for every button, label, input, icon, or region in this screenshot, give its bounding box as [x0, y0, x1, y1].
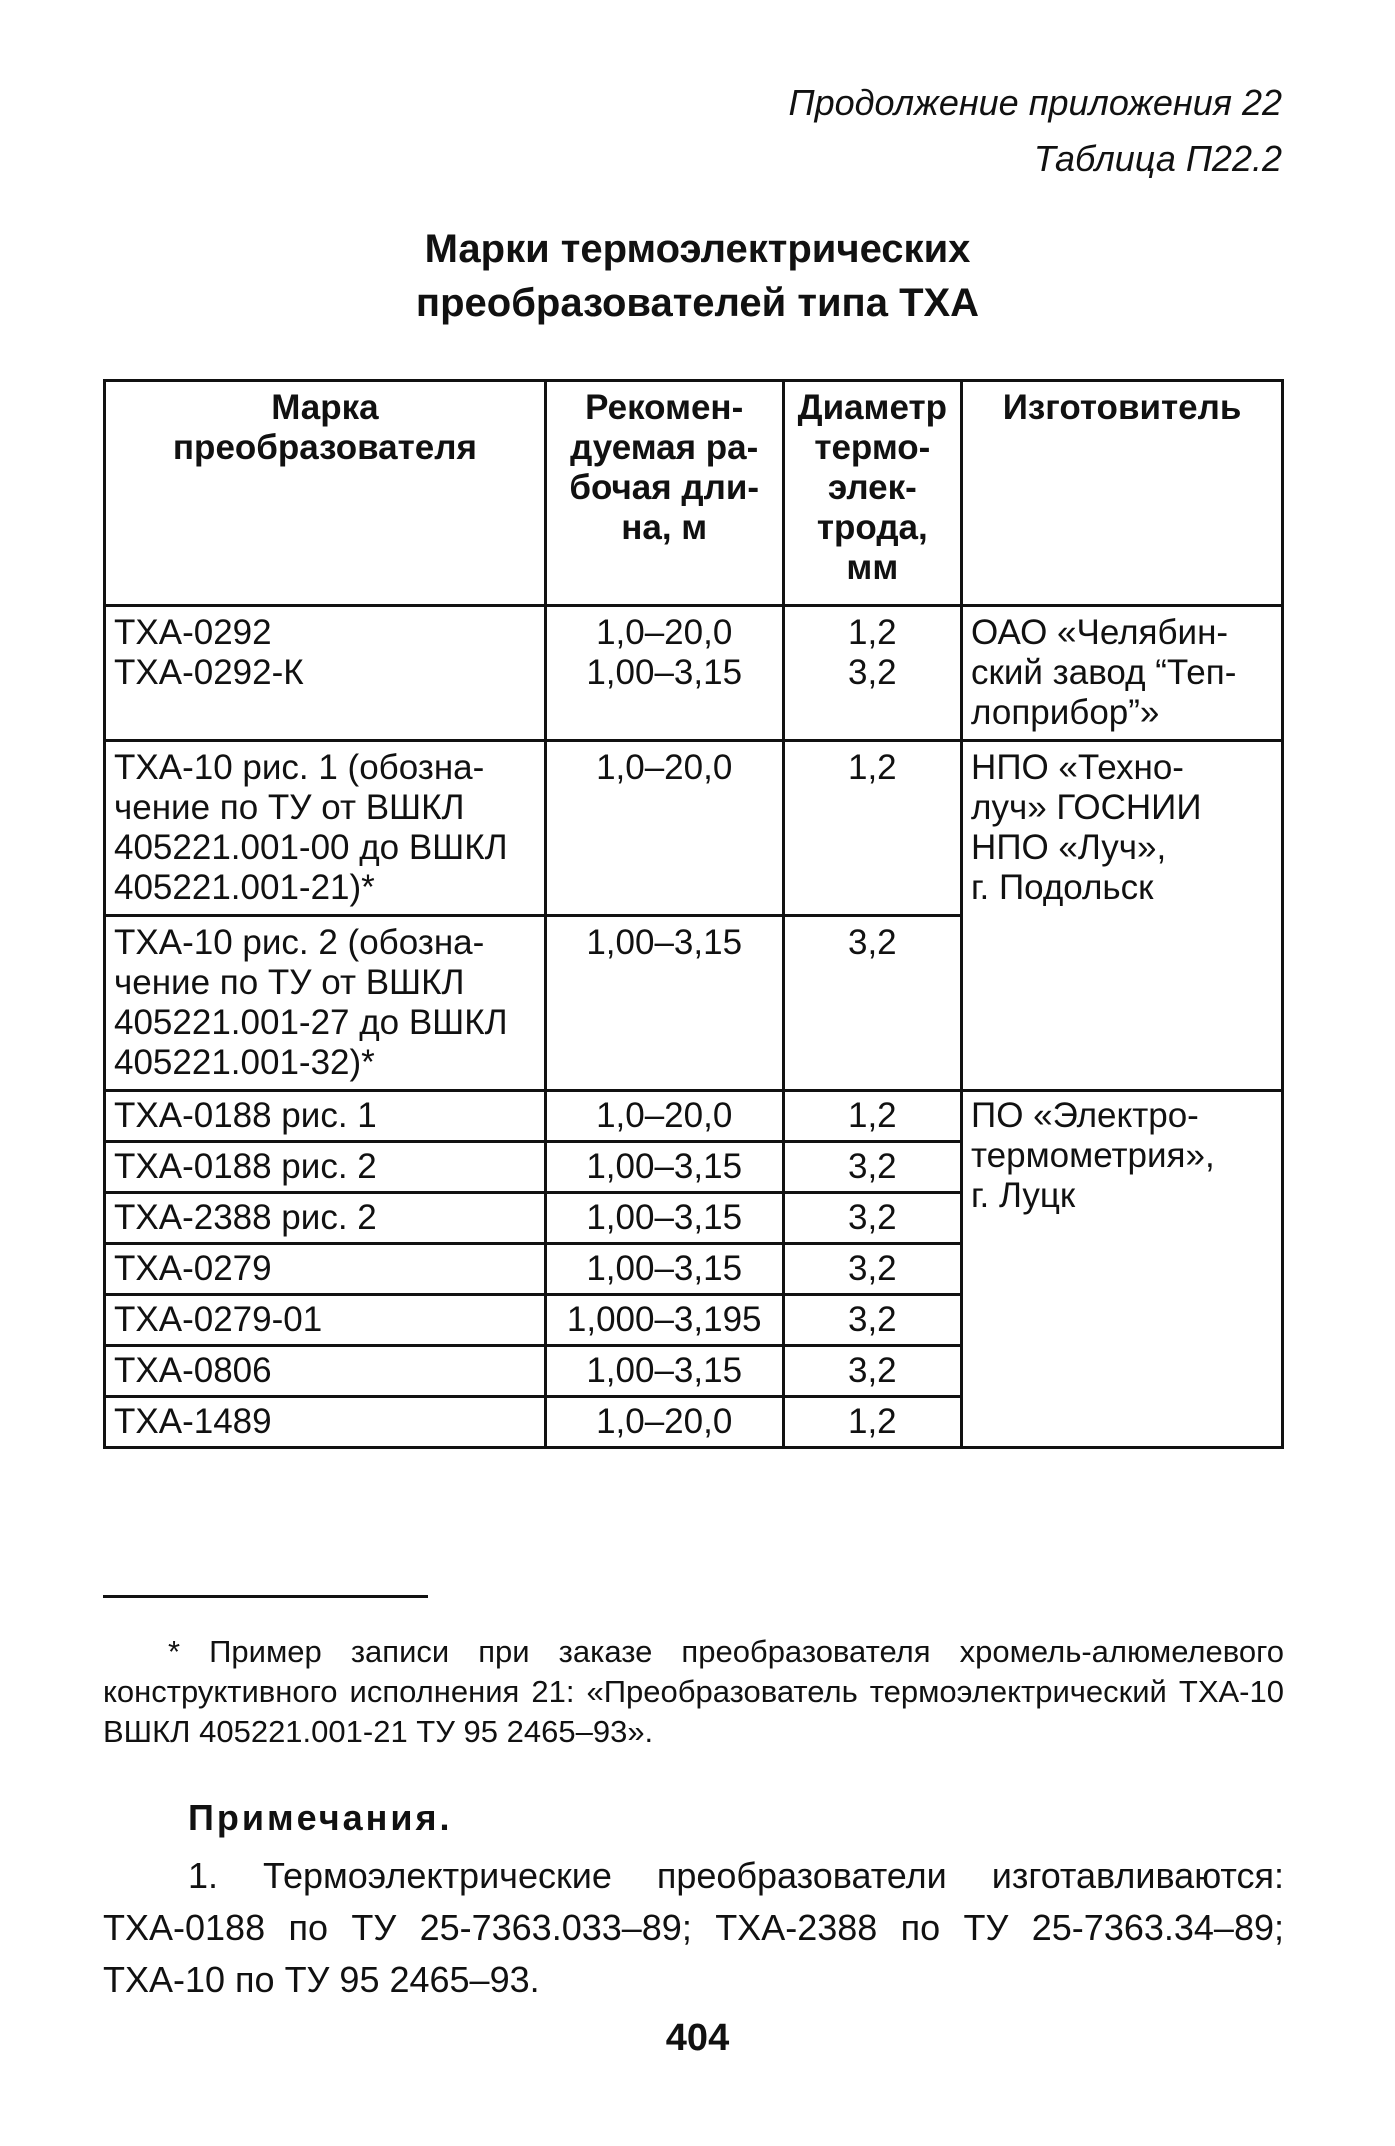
header-diameter: Диаметр термо- элек- трода, мм: [783, 381, 961, 606]
table-row: [105, 741, 1283, 916]
cell-mark: ТХА-0279-01: [105, 1295, 546, 1346]
cell-length: 1,00–3,15: [545, 1244, 783, 1295]
cell-length: 1,0–20,0: [545, 741, 783, 916]
table-row: [105, 1091, 1283, 1142]
cell-mark: ТХА-0292 ТХА-0292-К: [105, 606, 546, 741]
cell-diameter: 3,2: [783, 1244, 961, 1295]
page-number: 404: [665, 2017, 730, 2059]
cell-diameter: 1,2: [783, 1397, 961, 1448]
cell-diameter: 3,2: [783, 916, 961, 1091]
table-title-line-2: преобразователей типа ТХА: [415, 281, 980, 325]
cell-diameter: 3,2: [783, 1295, 961, 1346]
thermocouple-table: [103, 379, 1284, 1449]
notes-heading: Примечания.: [188, 1797, 453, 1838]
cell-mark: ТХА-0188 рис. 1: [105, 1091, 546, 1142]
notes-text: 1. Термоэлектрические преобразователи изготавливаются: ТХА-0188 по ТУ 25-7363.033–89; ТХА-2388 по ТУ 25-7363.34–89; ТХА-10 по ТУ 95 2465–93.: [103, 1855, 1284, 2000]
cell-diameter: 3,2: [783, 1142, 961, 1193]
cell-length: 1,00–3,15: [545, 1193, 783, 1244]
cell-diameter: 1,2: [783, 1091, 961, 1142]
cell-mark: ТХА-10 рис. 1 (обозна- чение по ТУ от ВШКЛ 405221.001-00 до ВШКЛ 405221.001-21)*: [105, 741, 546, 916]
cell-length: 1,0–20,0: [545, 1397, 783, 1448]
cell-length: 1,0–20,0 1,00–3,15: [545, 606, 783, 741]
cell-length: 1,0–20,0: [545, 1091, 783, 1142]
cell-manufacturer: ПО «Электро- термометрия», г. Луцк: [962, 1091, 1283, 1448]
cell-diameter: 3,2: [783, 1346, 961, 1397]
table-title: [0, 222, 1395, 330]
cell-length: 1,00–3,15: [545, 1346, 783, 1397]
cell-mark: ТХА-2388 рис. 2: [105, 1193, 546, 1244]
table-header-row: [105, 381, 1283, 606]
cell-manufacturer: НПО «Техно- луч» ГОСНИИ НПО «Луч», г. Подольск: [962, 741, 1283, 1091]
cell-mark: ТХА-1489: [105, 1397, 546, 1448]
cell-mark: ТХА-10 рис. 2 (обозна- чение по ТУ от ВШКЛ 405221.001-27 до ВШКЛ 405221.001-32)*: [105, 916, 546, 1091]
cell-length: 1,000–3,195: [545, 1295, 783, 1346]
appendix-continuation-label: Продолжение приложения 22: [788, 82, 1282, 123]
cell-diameter: 3,2: [783, 1193, 961, 1244]
table-row: [105, 606, 1283, 741]
cell-manufacturer: ОАО «Челябин- ский завод “Теп- лоприбор”»: [962, 606, 1283, 741]
cell-diameter: 1,2: [783, 741, 961, 916]
header-mark: Марка преобразователя: [105, 381, 546, 606]
table-number-label: Таблица П22.2: [1033, 138, 1282, 179]
header-length: Рекомен- дуемая ра- бочая дли- на, м: [545, 381, 783, 606]
cell-mark: ТХА-0806: [105, 1346, 546, 1397]
footnote-divider: [103, 1595, 428, 1598]
cell-length: 1,00–3,15: [545, 916, 783, 1091]
cell-mark: ТХА-0279: [105, 1244, 546, 1295]
table-title-line-1: Марки термоэлектрических: [424, 227, 971, 271]
cell-diameter: 1,2 3,2: [783, 606, 961, 741]
footnote: * Пример записи при заказе преобразователя хромель-алюмелевого конструктивного исполнения 21: «Преобразователь термоэлектрический ТХА-10 ВШКЛ 405221.001-21 ТУ 95 2465–93».: [103, 1634, 1284, 1749]
cell-mark: ТХА-0188 рис. 2: [105, 1142, 546, 1193]
cell-length: 1,00–3,15: [545, 1142, 783, 1193]
header-manufacturer: Изготовитель: [962, 381, 1283, 606]
